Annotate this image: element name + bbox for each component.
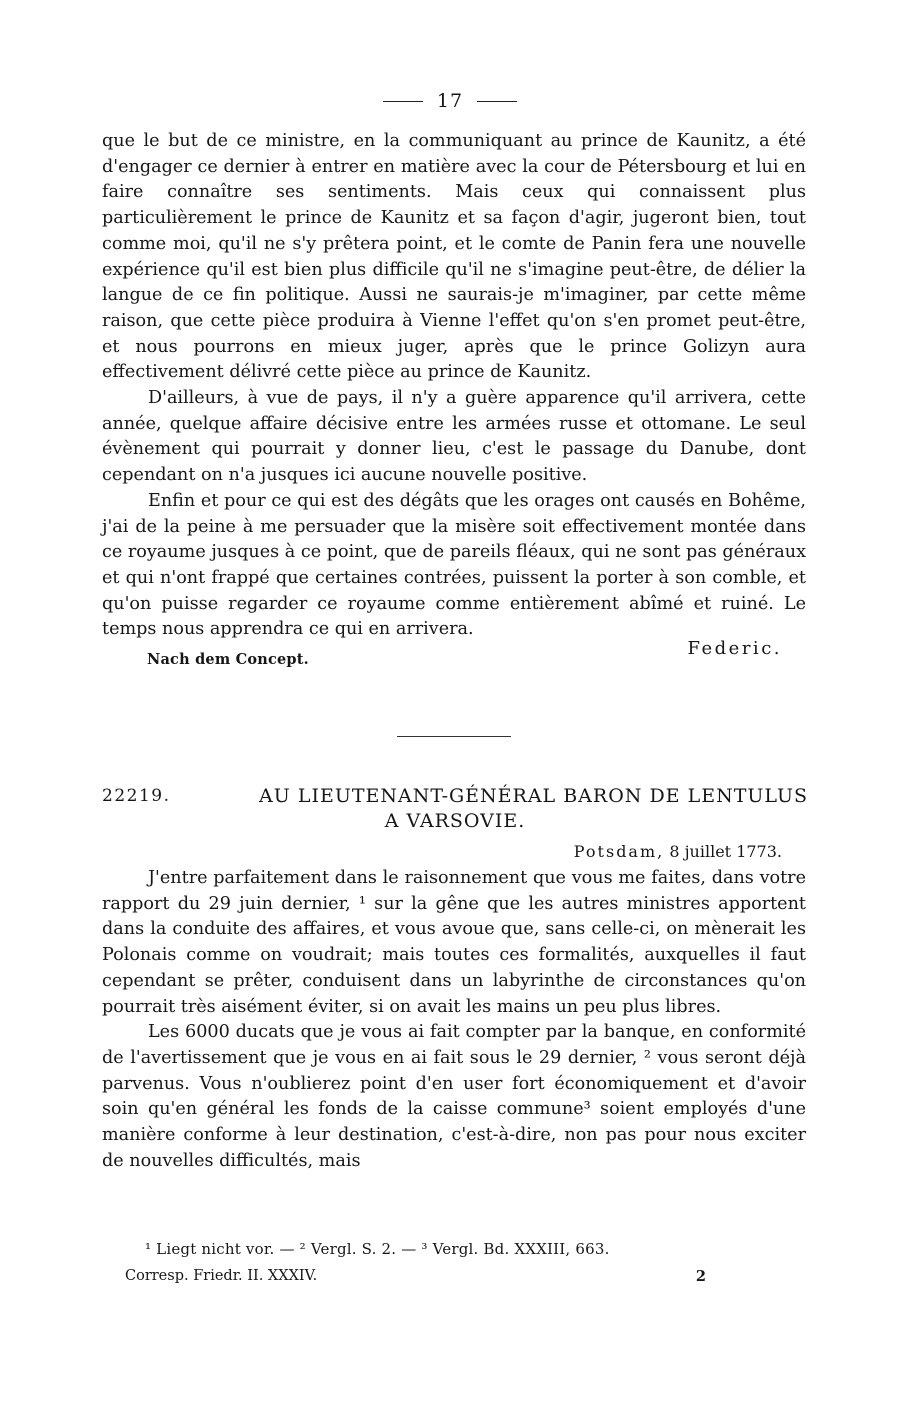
letter-closing <box>102 638 806 669</box>
header-dash-right <box>477 101 517 102</box>
dateline <box>0 842 782 861</box>
paragraph: D'ailleurs, à vue de pays, il n'y a guère apparence qu'il arrivera, cette année, quelque affaire décisive entre les armées russe et ottomane. Le seul évènement qui pourrait y donner lieu, c'est le passage du Danube, dont cependant on n'a jusques ici aucune nouvelle positive. <box>102 388 806 486</box>
collection-title: Corresp. Friedr. II. XXXIV. <box>125 1268 318 1284</box>
footnotes: ¹ Liegt nicht vor. — ² Vergl. S. 2. — ³ Vergl. Bd. XXXIII, 663. <box>145 1240 610 1258</box>
paragraph: que le but de ce ministre, en la communiquant au prince de Kaunitz, a été d'engager ce dernier à entrer en matière avec la cour de Pétersbourg et lui en faire connaître ses sentiments. Mais ceux qui connaissent plus particulièrement le prince de Kaunitz et sa façon d'agir, jugeront bien, tout comme moi, qu'il ne s'y prêtera point, et le comte de Panin fera une nouvelle expérience qu'il est bien plus difficile qu'il ne s'imagine peut-être, de délier la langue de ce fin politique. Aussi ne saurais-je m'imaginer, par cette même raison, que cette pièce produira à Vienne l'effet qu'on s'en promet peut-être, et nous pourrons en mieux juger, après que le prince Golizyn aura effectivement délivré cette pièce au prince de Kaunitz. <box>102 131 806 383</box>
header-dash-left <box>383 101 423 102</box>
date: 8 juillet 1773. <box>669 842 782 861</box>
paragraph: Les 6000 ducats que je vous ai fait compter par la banque, en conformité de l'avertissement que je vous en ai fait sous le 29 dernier, ² vous seront déjà parvenus. Vous n'oublierez point d'en user fort économiquement et d'avoir soin qu'en général les fonds de la caisse commune³ soient employés d'une manière conforme à leur destination, c'est-à-dire, non pas pour nous exciter de nouvelles difficultés, mais <box>102 1022 806 1171</box>
source-note: Nach dem Concept. <box>147 651 309 669</box>
letter-continuation <box>102 129 806 669</box>
letter-body <box>102 866 806 1174</box>
signature: Federic. <box>687 638 782 660</box>
page-footer <box>125 1268 711 1285</box>
letter-number: 22219. <box>102 786 171 806</box>
letter-title-line2: A VARSOVIE. <box>384 810 526 832</box>
page-header <box>0 86 900 116</box>
date-place: Potsdam, <box>573 842 665 861</box>
section-separator <box>397 736 511 737</box>
page-number: 17 <box>436 90 464 112</box>
paragraph: J'entre parfaitement dans le raisonnement que vous me faites, dans votre rapport du 29 juin dernier, ¹ sur la gêne que les autres ministres apportent dans la conduite des affaires, et vous avoue que, sans celle-ci, on mènerait les Polonais comme on voudrait; mais toutes ces formalités, auxquelles il faut cependant se prêter, conduisent dans un labyrinthe de circonstances qu'on pourrait très aisément éviter, si on avait les mains un peu plus libres. <box>102 868 806 1017</box>
letter-heading <box>102 784 808 834</box>
letter-title: AU LIEUTENANT-GÉNÉRAL BARON DE LENTULUS <box>259 785 808 807</box>
paragraph: Enfin et pour ce qui est des dégâts que les orages ont causés en Bohême, j'ai de la peine à me persuader que la misère soit effectivement montée dans ce royaume jusques à ce point, que de pareils fléaux, qui ne sont pas généraux et qui n'ont frappé que certaines contrées, puissent la porter à son comble, et qu'on puisse regarder ce royaume comme entièrement abîmé et ruiné. Le temps nous apprendra ce qui en arrivera. <box>102 490 806 640</box>
signature-mark: 2 <box>695 1268 706 1285</box>
